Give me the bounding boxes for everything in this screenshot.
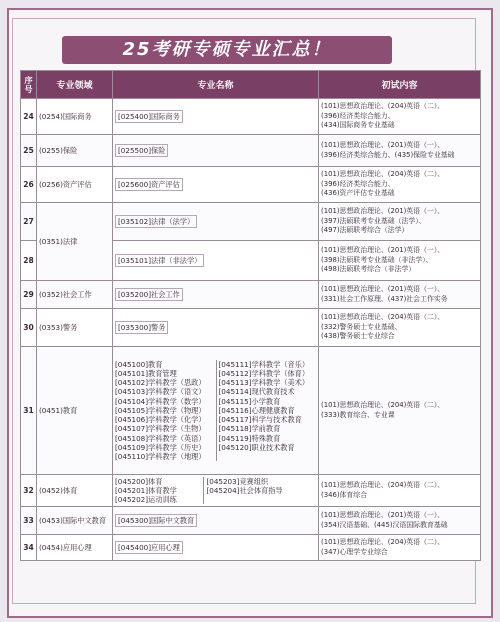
row-field: (0451)教育: [37, 347, 113, 475]
major-name: [045105]学科教学（物理）: [115, 405, 206, 415]
row-exam: [319, 507, 481, 535]
header-major: 专业名称: [113, 71, 319, 99]
major-name: [045102]学科教学（思政）: [115, 378, 206, 388]
row-exam: [319, 135, 481, 167]
row-field: (0454)应用心理: [37, 535, 113, 561]
exam-line: (101)思想政治理论、(201)英语（一）、: [321, 245, 445, 254]
major-name: [045120]职业技术教育: [218, 442, 295, 452]
major-table: [20, 70, 481, 561]
major-name: [035101]法律（非法学）: [115, 254, 204, 267]
major-name: [045202]运动训练: [115, 495, 177, 505]
major-name: [045100]教育: [115, 359, 163, 369]
row-major: [113, 507, 319, 535]
header-exam: 初试内容: [319, 71, 481, 99]
exam-line: (396)经济类综合能力、: [321, 179, 395, 188]
major-name: [035102]法律（法学）: [115, 215, 197, 228]
exam-line: (347)心理学专业综合: [321, 547, 388, 556]
major-name: [045116]心理健康教育: [218, 405, 295, 415]
table-row: [21, 347, 481, 475]
major-name: [035200]社会工作: [115, 288, 183, 301]
table-row: [21, 167, 481, 203]
exam-line: (101)思想政治理论、(201)英语（一）、: [321, 140, 445, 149]
exam-line: (101)思想政治理论、(204)英语（二）、: [321, 480, 445, 489]
exam-line: (101)思想政治理论、(204)英语（二）、: [321, 101, 445, 110]
exam-line: (101)思想政治理论、(204)英语（二）、: [321, 400, 445, 409]
row-major: [113, 99, 319, 135]
row-number: 33: [21, 507, 37, 535]
row-field: (0453)国际中文教育: [37, 507, 113, 535]
exam-line: (101)思想政治理论、(204)英语（二）、: [321, 537, 445, 546]
exam-line: (101)思想政治理论、(201)英语（一）、: [321, 510, 445, 519]
row-number: 32: [21, 475, 37, 507]
major-list-left: [115, 360, 216, 461]
exam-line: (397)法硕联考专业基础（法学）、: [321, 216, 426, 225]
row-exam: [319, 281, 481, 309]
exam-line: (396)经济类综合能力、(435)保险专业基础: [321, 150, 455, 159]
major-name: [045112]学科教学（体育）: [218, 369, 310, 379]
major-list-right: [203, 477, 316, 505]
exam-line: (438)警务硕士专业综合: [321, 332, 395, 341]
major-name: [045108]学科教学（英语）: [115, 433, 206, 443]
header-index: 序号: [21, 71, 37, 99]
exam-line: (354)汉语基础、(445)汉语国际教育基础: [321, 520, 448, 529]
row-number: 27: [21, 203, 37, 241]
exam-line: (497)法硕联考综合（法学）: [321, 226, 409, 235]
major-name: [035300]警务: [115, 321, 168, 334]
table-row: [21, 99, 481, 135]
row-major: [113, 241, 319, 281]
table-row: [21, 535, 481, 561]
row-exam: [319, 241, 481, 281]
exam-line: (332)警务硕士专业基础、: [321, 322, 402, 331]
major-list-left: [115, 477, 203, 505]
row-major: [113, 535, 319, 561]
exam-line: (434)国际商务专业基础: [321, 121, 395, 130]
row-number: 25: [21, 135, 37, 167]
major-name: [045203]竞赛组织: [206, 476, 269, 486]
row-number: 31: [21, 347, 37, 475]
exam-line: (101)思想政治理论、(201)英语（一）、: [321, 206, 445, 215]
row-exam: [319, 535, 481, 561]
exam-line: (101)思想政治理论、(204)英语（二）、: [321, 169, 445, 178]
exam-line: (333)教育综合、专业课: [321, 410, 395, 419]
table-row: [21, 281, 481, 309]
major-name: [045107]学科教学（生物）: [115, 424, 206, 434]
major-name: [045111]学科教学（音乐）: [218, 359, 310, 369]
row-field: (0452)体育: [37, 475, 113, 507]
row-exam: [319, 347, 481, 475]
major-name: [045115]小学教育: [218, 396, 281, 406]
row-number: 34: [21, 535, 37, 561]
row-number: 29: [21, 281, 37, 309]
major-name: [045106]学科教学（化学）: [115, 415, 206, 425]
table-row: [21, 507, 481, 535]
row-number: 30: [21, 309, 37, 347]
major-name: [045300]国际中文教育: [115, 514, 197, 527]
table-row: [21, 135, 481, 167]
major-name: [045118]学前教育: [218, 424, 281, 434]
major-name: [045200]体育: [115, 476, 163, 486]
row-field: (0353)警务: [37, 309, 113, 347]
row-major: [113, 347, 319, 475]
row-field: (0351)法律: [37, 203, 113, 281]
row-major: [113, 135, 319, 167]
major-name: [045119]特殊教育: [218, 433, 281, 443]
major-name: [045110]学科教学（地理）: [115, 451, 206, 461]
major-name: [045114]现代教育技术: [218, 387, 295, 397]
row-field: (0255)保险: [37, 135, 113, 167]
row-number: 24: [21, 99, 37, 135]
row-exam: [319, 475, 481, 507]
major-name: [045204]社会体育指导: [206, 485, 283, 495]
header-field: 专业领域: [37, 71, 113, 99]
major-list-right: [216, 360, 317, 461]
page-title: 25考研专硕专业汇总！: [122, 39, 332, 60]
major-name: [045109]学科教学（历史）: [115, 442, 206, 452]
row-field: (0254)国际商务: [37, 99, 113, 135]
major-name: [045103]学科教学（语文）: [115, 387, 206, 397]
table-row: [21, 203, 481, 241]
row-major: [113, 475, 319, 507]
exam-line: (396)经济类综合能力、: [321, 111, 395, 120]
row-exam: [319, 203, 481, 241]
row-major: [113, 167, 319, 203]
row-exam: [319, 309, 481, 347]
major-name: [045201]体育教学: [115, 485, 177, 495]
major-name: [025400]国际商务: [115, 110, 183, 123]
exam-line: (436)资产评估专业基础: [321, 189, 395, 198]
table-row: [21, 475, 481, 507]
row-field: (0256)资产评估: [37, 167, 113, 203]
exam-line: (331)社会工作原理、(437)社会工作实务: [321, 294, 448, 303]
exam-line: (346)体育综合: [321, 490, 368, 499]
row-major: [113, 203, 319, 241]
major-name: [045400]应用心理: [115, 541, 183, 554]
major-name: [045113]学科教学（美术）: [218, 378, 310, 388]
row-number: 28: [21, 241, 37, 281]
row-field: (0352)社会工作: [37, 281, 113, 309]
major-name: [045117]科学与技术教育: [218, 415, 302, 425]
row-exam: [319, 99, 481, 135]
exam-line: (101)思想政治理论、(201)英语（一）、: [321, 284, 445, 293]
row-major: [113, 281, 319, 309]
major-name: [025600]资产评估: [115, 178, 183, 191]
major-name: [025500]保险: [115, 144, 168, 157]
row-major: [113, 309, 319, 347]
row-number: 26: [21, 167, 37, 203]
exam-line: (101)思想政治理论、(204)英语（二）、: [321, 312, 445, 321]
table-header-row: [21, 71, 481, 99]
row-exam: [319, 167, 481, 203]
major-name: [045101]教育管理: [115, 369, 177, 379]
exam-line: (498)法硕联考综合（非法学）: [321, 265, 416, 274]
table-row: [21, 309, 481, 347]
major-name: [045104]学科教学（数学）: [115, 396, 206, 406]
exam-line: (398)法硕联考专业基础（非法学）、: [321, 255, 433, 264]
